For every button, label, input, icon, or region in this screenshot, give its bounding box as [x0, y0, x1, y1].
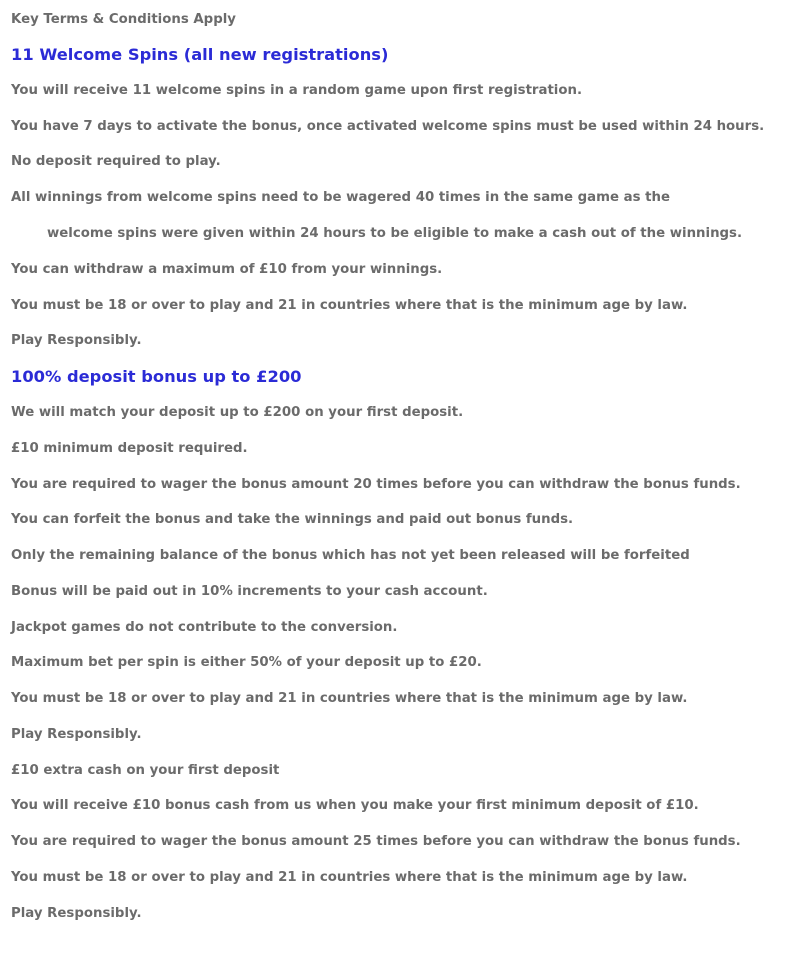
terms-line: You can withdraw a maximum of £10 from your winnings. — [11, 262, 443, 277]
terms-line: You are required to wager the bonus amount 25 times before you can withdraw the bonus funds. — [11, 834, 741, 849]
terms-line: Only the remaining balance of the bonus which has not yet been released will be forfeited — [11, 548, 690, 563]
deposit-bonus-heading: 100% deposit bonus up to £200 — [11, 367, 302, 386]
terms-line: welcome spins were given within 24 hours to be eligible to make a cash out of the winnings. — [47, 226, 743, 241]
terms-line: You will receive 11 welcome spins in a random game upon first registration. — [11, 83, 583, 98]
terms-line: All winnings from welcome spins need to be wagered 40 times in the same game as the — [11, 190, 671, 205]
terms-line: Maximum bet per spin is either 50% of your deposit up to £20. — [11, 655, 482, 670]
terms-line: You must be 18 or over to play and 21 in countries where that is the minimum age by law. — [11, 298, 688, 313]
terms-line: You must be 18 or over to play and 21 in countries where that is the minimum age by law. — [11, 691, 688, 706]
terms-line: Jackpot games do not contribute to the conversion. — [11, 620, 398, 635]
terms-title: Key Terms & Conditions Apply — [11, 12, 236, 27]
terms-line: £10 minimum deposit required. — [11, 441, 248, 456]
terms-line: You can forfeit the bonus and take the winnings and paid out bonus funds. — [11, 512, 574, 527]
terms-line: You are required to wager the bonus amount 20 times before you can withdraw the bonus funds. — [11, 477, 741, 492]
terms-line: No deposit required to play. — [11, 154, 221, 169]
terms-line: You must be 18 or over to play and 21 in countries where that is the minimum age by law. — [11, 870, 688, 885]
terms-line: You will receive £10 bonus cash from us when you make your first minimum deposit of £10. — [11, 798, 699, 813]
terms-line: Bonus will be paid out in 10% increments to your cash account. — [11, 584, 488, 599]
terms-line: Play Responsibly. — [11, 906, 142, 921]
terms-line: Play Responsibly. — [11, 333, 142, 348]
terms-line: You have 7 days to activate the bonus, once activated welcome spins must be used within 24 hours. — [11, 119, 765, 134]
extra-cash-heading: £10 extra cash on your first deposit — [11, 763, 280, 778]
terms-line: Play Responsibly. — [11, 727, 142, 742]
terms-line: We will match your deposit up to £200 on your first deposit. — [11, 405, 464, 420]
welcome-spins-heading: 11 Welcome Spins (all new registrations) — [11, 45, 389, 64]
